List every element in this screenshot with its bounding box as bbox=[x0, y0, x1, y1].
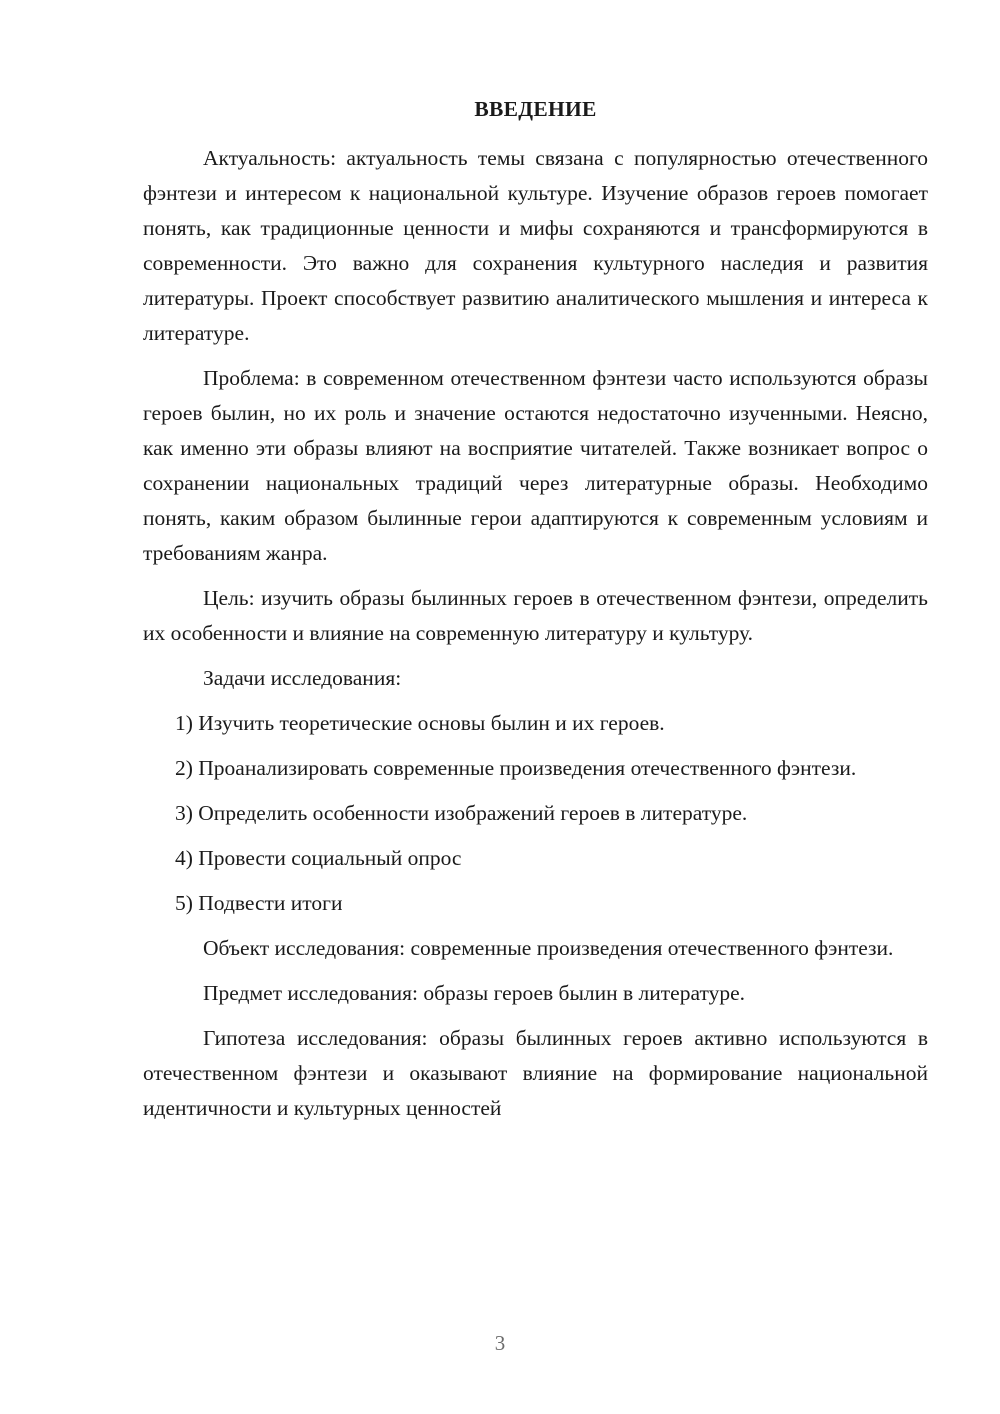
task-item-3: 3) Определить особенности изображений героев в литературе. bbox=[175, 801, 748, 825]
task-item-5: 5) Подвести итоги bbox=[175, 891, 343, 915]
paragraph-goal: Цель: изучить образы былинных героев в отечественном фэнтези, определить их особенности и влияние на современную литературу и культуру. bbox=[143, 586, 928, 645]
paragraph-hypothesis: Гипотеза исследования: образы былинных героев активно используются в отечественном фэнтези и оказывают влияние на формирование национальной идентичности и культурных ценностей bbox=[143, 1026, 928, 1120]
paragraph-object: Объект исследования: современные произведения отечественного фэнтези. bbox=[203, 936, 894, 960]
paragraph-relevance: Актуальность: актуальность темы связана с популярностью отечественного фэнтези и интересом к национальной культуре. Изучение образов героев помогает понять, как традиционные ценности и мифы сохраняются и трансформируются в современности. Это важно для сохранения культурного наследия и развития литературы. Проект способствует развитию аналитического мышления и интереса к литературе. bbox=[143, 146, 928, 345]
document-page bbox=[143, 92, 928, 1136]
paragraph-tasks-heading: Задачи исследования: bbox=[203, 666, 402, 690]
paragraph-problem: Проблема: в современном отечественном фэнтези часто используются образы героев былин, но их роль и значение остаются недостаточно изученными. Неясно, как именно эти образы влияют на восприятие читателей. Также возникает вопрос о сохранении национальных традиций через литературные образы. Необходимо понять, каким образом былинные герои адаптируются к современным условиям и требованиям жанра. bbox=[143, 366, 928, 565]
task-item-1: 1) Изучить теоретические основы былин и их героев. bbox=[175, 711, 665, 735]
paragraph-subject: Предмет исследования: образы героев былин в литературе. bbox=[203, 981, 745, 1005]
section-title: ВВЕДЕНИЕ bbox=[474, 97, 597, 121]
task-item-2: 2) Проанализировать современные произведения отечественного фэнтези. bbox=[175, 756, 857, 780]
task-item-4: 4) Провести социальный опрос bbox=[175, 846, 462, 870]
page-number: 3 bbox=[494, 1331, 506, 1355]
